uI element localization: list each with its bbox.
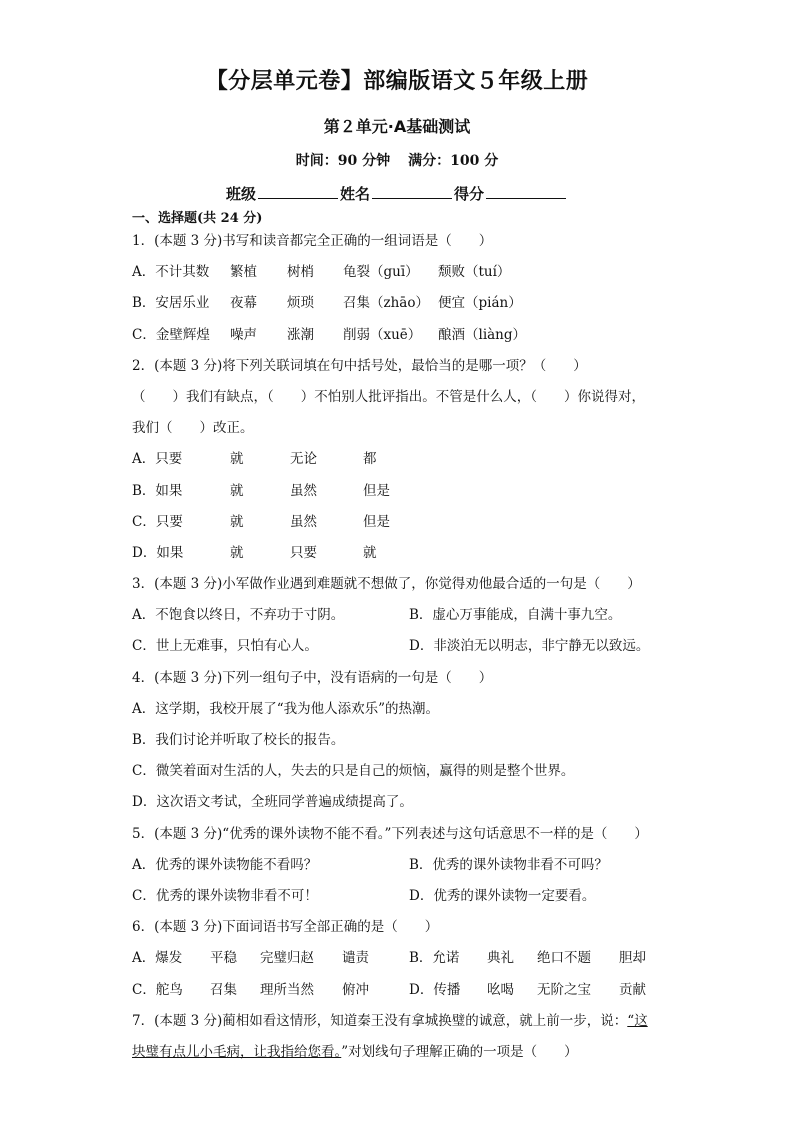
question-text: （ ）我们有缺点，（ ）不怕别人批评指出。不管是什么人，（ ）你说得对， xyxy=(132,388,645,405)
option-label: D．传播 xyxy=(409,981,461,998)
option: C．微笑着面对生活的人，失去的只是自己的烦恼，赢得的则是整个世界。 xyxy=(132,763,575,780)
option-row xyxy=(132,293,662,324)
option-label: A．不计其数 xyxy=(132,264,210,281)
underlined-quote: 块璧有点儿小毛病，让我指给您看。 xyxy=(132,1043,342,1060)
option-word: 虽然 xyxy=(290,513,317,530)
option-word: 但是 xyxy=(363,482,390,499)
option-word: 酿酒（liàng） xyxy=(438,326,527,343)
name-label: 姓名 xyxy=(339,185,370,203)
page-title: 【分层单元卷】部编版语文５年级上册 xyxy=(205,69,589,94)
option-word: 平稳 xyxy=(210,950,237,967)
option-word: 俯冲 xyxy=(342,981,369,998)
option-row xyxy=(132,543,662,574)
option: C．世上无难事，只怕有心人。 xyxy=(132,638,318,655)
option-label: B．如果 xyxy=(132,482,183,499)
option-row xyxy=(132,886,662,917)
option-row xyxy=(132,980,662,1011)
option-word: 夜幕 xyxy=(230,295,257,312)
option-label: C．只要 xyxy=(132,513,183,530)
option-word: 涨潮 xyxy=(287,326,314,343)
option-row xyxy=(132,481,662,512)
option-row xyxy=(132,948,662,979)
option-word: 就 xyxy=(363,544,377,561)
grade-blank[interactable] xyxy=(486,184,566,199)
option-word: 繁植 xyxy=(230,264,257,281)
option: D．非淡泊无以明志，非宁静无以致远。 xyxy=(409,638,650,655)
option-word: 吆喝 xyxy=(487,981,514,998)
question-stem: 2．(本题 3 分)将下列关联词填在句中括号处，最恰当的是哪一项？（ ） xyxy=(132,357,587,374)
question-stem-continued xyxy=(132,1042,662,1073)
option-word: 理所当然 xyxy=(260,981,314,998)
option: B．优秀的课外读物非看不可吗？ xyxy=(409,856,608,873)
name-blank[interactable] xyxy=(372,184,452,199)
option-label: A．爆发 xyxy=(132,950,183,967)
option-word: 便宜（pián） xyxy=(438,295,522,312)
option: B．虚心万事能成，自满十事九空。 xyxy=(409,607,622,624)
option-word: 绝口不题 xyxy=(537,950,591,967)
option: A．优秀的课外读物能不看吗？ xyxy=(132,856,318,873)
question-stem xyxy=(132,1011,662,1042)
section-title: 一、选择题(共 24 分) xyxy=(132,211,263,226)
question-stem: 6．(本题 3 分)下面词语书写全部正确的是（ ） xyxy=(132,919,439,936)
question-stem: 4．(本题 3 分)下列一组句子中，没有语病的一句是（ ） xyxy=(132,669,493,686)
option-label: D．如果 xyxy=(132,544,184,561)
option-word: 无论 xyxy=(290,451,317,468)
option: D．这次语文考试，全班同学普遍成绩提高了。 xyxy=(132,794,413,811)
option-word: 召集（zhāo） xyxy=(343,295,429,312)
option-word: 胆却 xyxy=(619,950,646,967)
option-word: 就 xyxy=(230,544,244,561)
option-word: 颓败（tuí） xyxy=(438,264,511,281)
option-row xyxy=(132,512,662,543)
option-word: 削弱（xuē） xyxy=(343,326,422,343)
option-word: 贡献 xyxy=(619,981,646,998)
option-label: B．允诺 xyxy=(409,950,460,967)
page-subtitle: 第２单元·A基础测试 xyxy=(323,117,471,136)
option-row xyxy=(132,605,662,636)
option: A．不饱食以终日，不弃功于寸阴。 xyxy=(132,607,345,624)
option-word: 完璧归赵 xyxy=(260,950,314,967)
option-row xyxy=(132,325,662,356)
option-word: 树梢 xyxy=(287,264,314,281)
question-list xyxy=(132,231,662,1073)
option-word: 典礼 xyxy=(487,950,514,967)
option-row xyxy=(132,855,662,886)
time-limit: 时间：90 分钟 xyxy=(295,153,391,169)
option-word: 龟裂（guī） xyxy=(343,264,419,281)
exam-meta xyxy=(0,150,794,170)
option-word: 就 xyxy=(230,451,244,468)
class-blank[interactable] xyxy=(258,184,338,199)
option-word: 召集 xyxy=(210,981,237,998)
stem-text: ”对划线句子理解正确的一项是（ ） xyxy=(341,1043,578,1060)
option: C．优秀的课外读物非看不可！ xyxy=(132,887,318,904)
class-label: 班级 xyxy=(225,185,256,203)
student-info-fields xyxy=(0,183,794,204)
option: D．优秀的课外读物一定要看。 xyxy=(409,887,596,904)
question-stem: 5．(本题 3 分)“优秀的课外读物不能不看。”下列表述与这句话意思不一样的是（ ） xyxy=(132,825,648,842)
option: B．我们讨论并听取了校长的报告。 xyxy=(132,732,345,748)
option: A．这学期，我校开展了“我为他人添欢乐”的热潮。 xyxy=(132,700,440,717)
option-word: 烦琐 xyxy=(287,295,314,312)
stem-text: 7．(本题 3 分)蔺相如看这情形，知道秦王没有拿城换璧的诚意，就上前一步，说： xyxy=(132,1012,628,1029)
underlined-quote: “这 xyxy=(627,1012,648,1029)
option-word: 虽然 xyxy=(290,482,317,499)
full-score: 满分：100 分 xyxy=(408,153,499,169)
grade-label: 得分 xyxy=(454,185,485,203)
option-label: A．只要 xyxy=(132,451,183,468)
option-word: 就 xyxy=(230,513,244,530)
question-text: 我们（ ）改正。 xyxy=(132,420,254,437)
option-row xyxy=(132,636,662,667)
option-word: 就 xyxy=(230,482,244,499)
option-row xyxy=(132,449,662,480)
question-stem: 3．(本题 3 分)小军做作业遇到难题就不想做了，你觉得劝他最合适的一句是（ ） xyxy=(132,576,641,593)
option-label: B．安居乐业 xyxy=(132,295,210,312)
option-word: 但是 xyxy=(363,513,390,530)
option-word: 都 xyxy=(363,451,377,468)
option-word: 无阶之宝 xyxy=(537,981,591,998)
question-stem: 1．(本题 3 分)书写和读音都完全正确的一组词语是（ ） xyxy=(132,233,493,249)
option-word: 噪声 xyxy=(230,326,257,343)
option-label: C．金壁辉煌 xyxy=(132,326,210,343)
option-row xyxy=(132,262,662,293)
option-label: C．舵鸟 xyxy=(132,981,183,998)
option-word: 只要 xyxy=(290,544,317,561)
option-word: 谴责 xyxy=(342,950,369,967)
